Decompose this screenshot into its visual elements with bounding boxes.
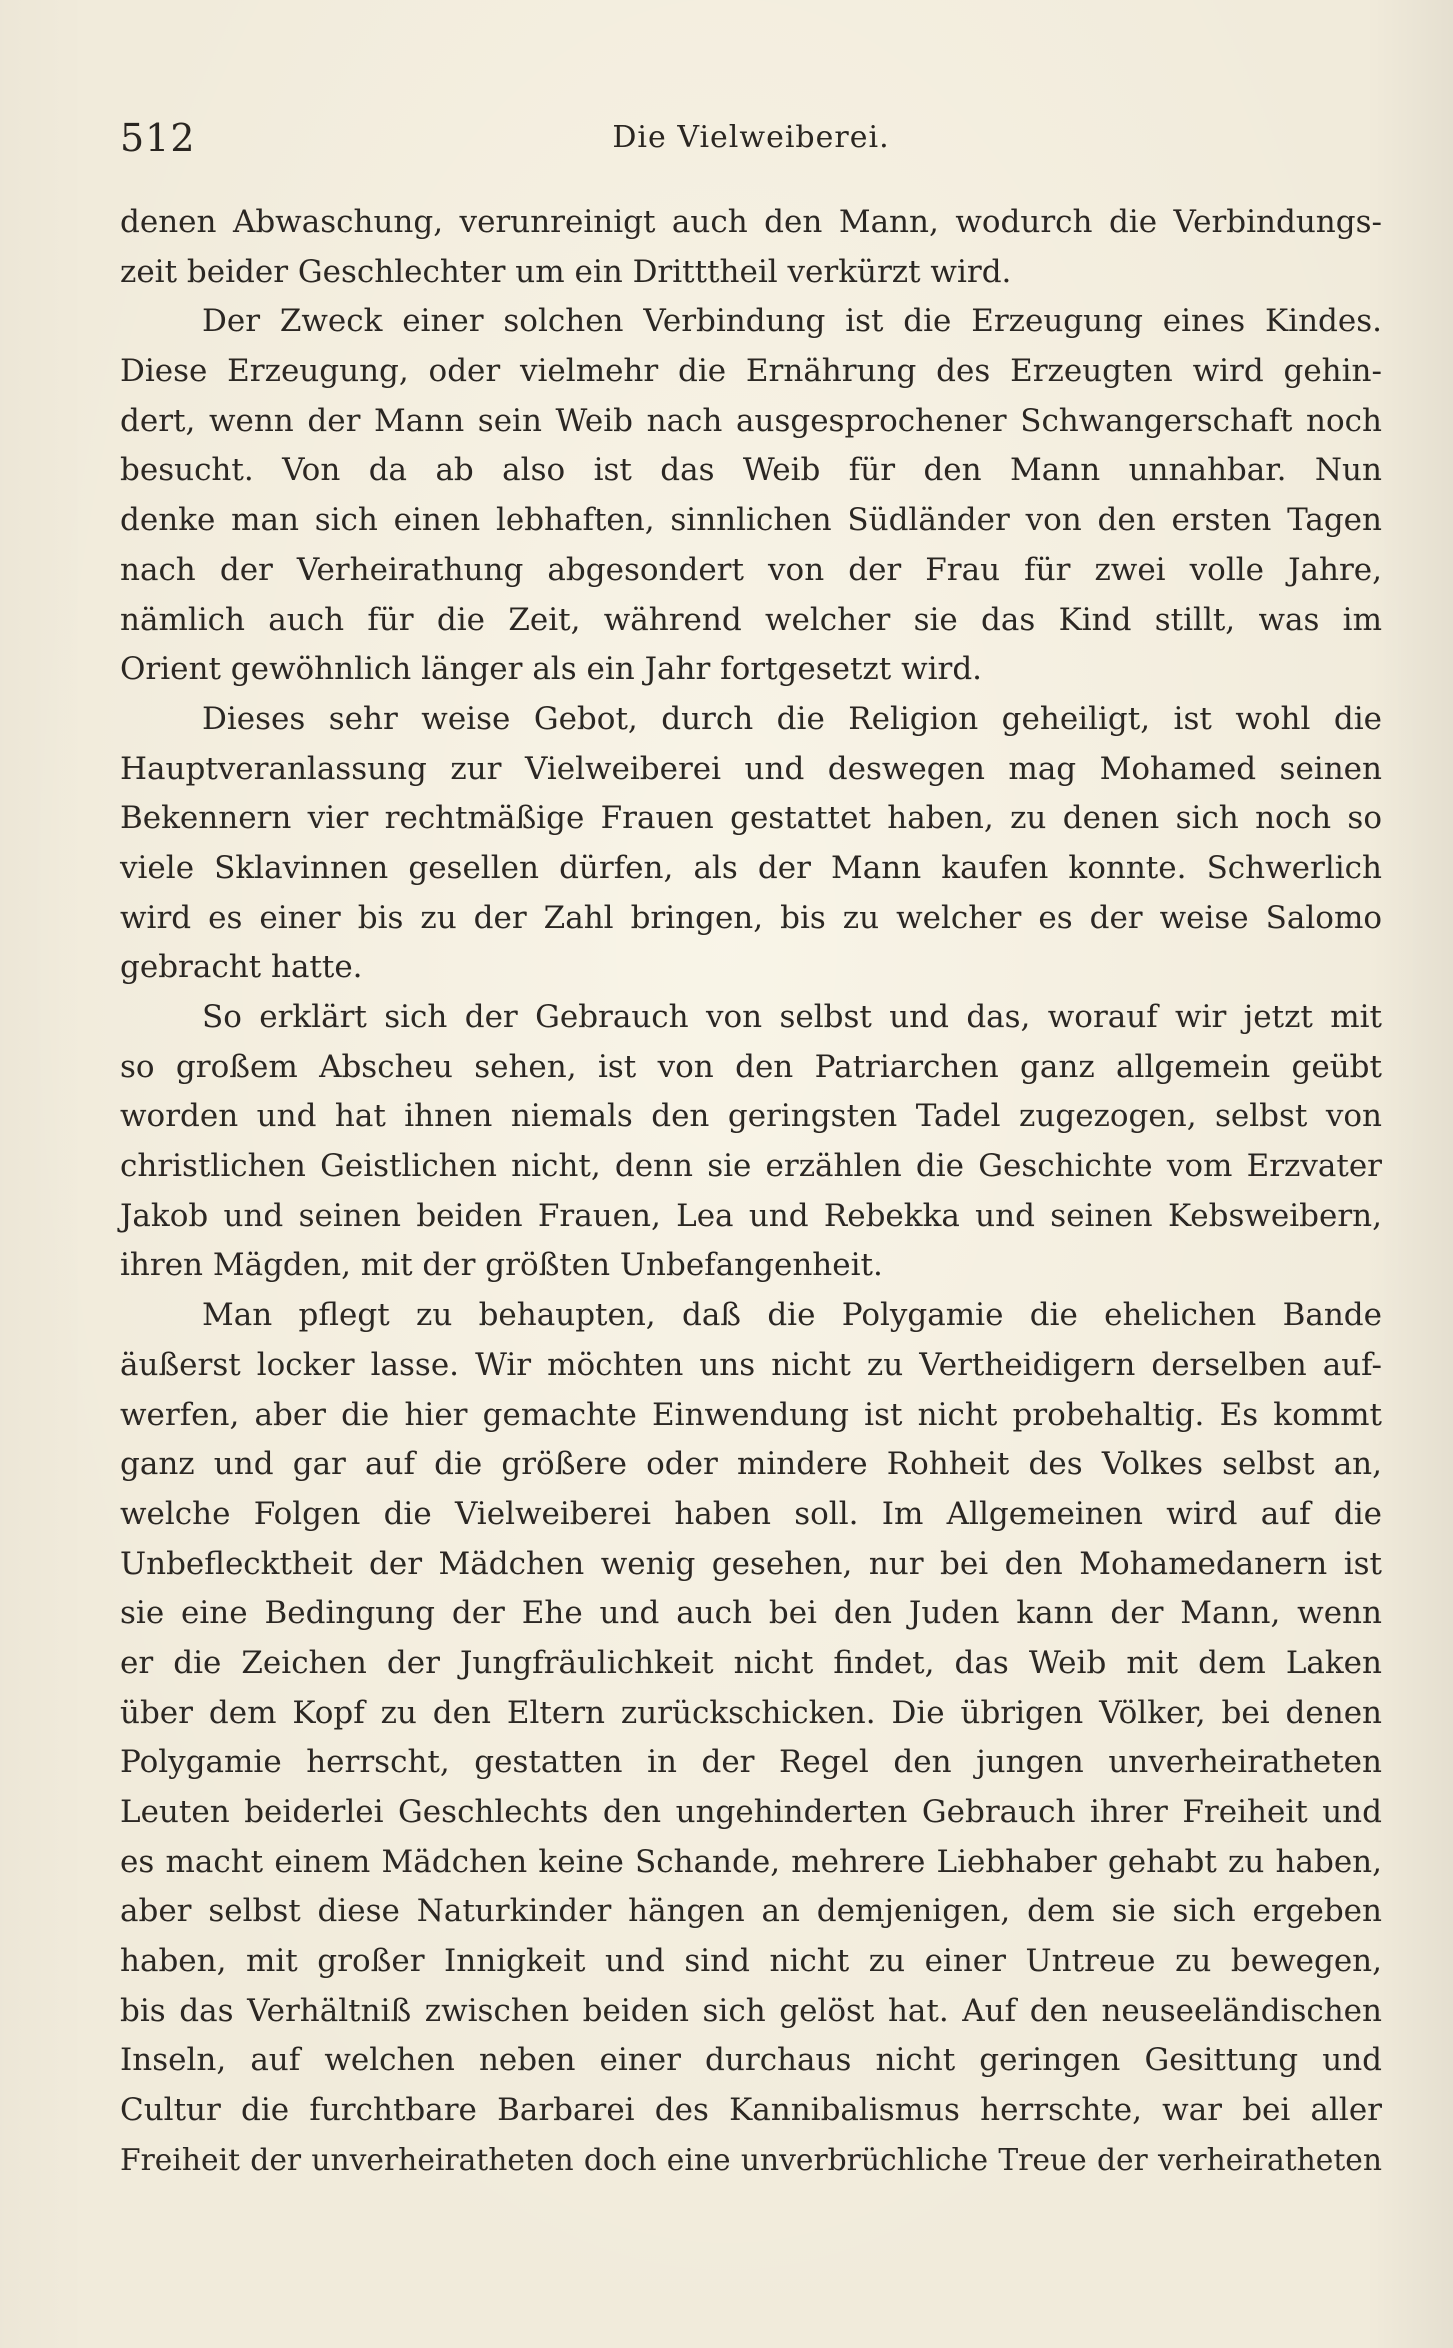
- text-line: denke man sich einen lebhaften, sinnlichen Südländer von den ersten Tagen: [120, 502, 1382, 539]
- text-line: so großem Abscheu sehen, ist von den Patriarchen ganz allgemein geübt: [120, 1048, 1382, 1085]
- text-line: Unbeflecktheit der Mädchen wenig gesehen, nur bei den Mohamedanern ist: [120, 1545, 1382, 1582]
- text-line: Diese Erzeugung, oder vielmehr die Ernährung des Erzeugten wird gehin-: [120, 353, 1382, 390]
- text-line: nämlich auch für die Zeit, während welcher sie das Kind stillt, was im: [120, 601, 1382, 638]
- text-line: viele Sklavinnen gesellen dürfen, als der Mann kaufen konnte. Schwerlich: [120, 849, 1382, 886]
- text-line: So erklärt sich der Gebrauch von selbst und das, worauf wir jetzt mit: [202, 999, 1382, 1035]
- text-line: christlichen Geistlichen nicht, denn sie erzählen die Geschichte vom Erzvater: [120, 1148, 1382, 1185]
- running-title: Die Vielweiberei.: [612, 120, 890, 155]
- text-line: dert, wenn der Mann sein Weib nach ausgesprochener Schwangerschaft noch: [120, 402, 1382, 439]
- text-line: Polygamie herrscht, gestatten in der Regel den jungen unverheiratheten: [120, 1744, 1382, 1781]
- text-line: worden und hat ihnen niemals den geringsten Tadel zugezogen, selbst von: [120, 1098, 1382, 1135]
- text-line: Dieses sehr weise Gebot, durch die Religion geheiligt, ist wohl die: [202, 700, 1382, 737]
- text-line: denen Abwaschung, verunreinigt auch den Mann, wodurch die Verbindungs-: [120, 204, 1382, 240]
- text-line: nach der Verheirathung abgesondert von der Frau für zwei volle Jahre,: [120, 551, 1382, 588]
- text-line: bis das Verhältniß zwischen beiden sich gelöst hat. Auf den neuseeländischen: [120, 1992, 1382, 2029]
- text-line: sie eine Bedingung der Ehe und auch bei den Juden kann der Mann, wenn: [120, 1595, 1382, 1632]
- text-line: über dem Kopf zu den Eltern zurückschicken. Die übrigen Völker, bei denen: [120, 1694, 1382, 1731]
- text-line: welche Folgen die Vielweiberei haben soll. Im Allgemeinen wird auf die: [120, 1495, 1382, 1532]
- text-line: werfen, aber die hier gemachte Einwendung ist nicht probehaltig. Es kommt: [120, 1396, 1382, 1433]
- page-number: 512: [120, 116, 196, 160]
- text-line: haben, mit großer Innigkeit und sind nicht zu einer Untreue zu bewegen,: [120, 1943, 1382, 1980]
- text-line: Leuten beiderlei Geschlechts den ungehinderten Gebrauch ihrer Freiheit und: [120, 1794, 1382, 1830]
- text-line: Freiheit der unverheiratheten doch eine unverbrüchliche Treue der verheiratheten: [120, 2142, 1382, 2178]
- page-header: [120, 112, 1382, 168]
- text-line: gebracht hatte.: [120, 949, 363, 986]
- text-line: aber selbst diese Naturkinder hängen an demjenigen, dem sie sich ergeben: [120, 1893, 1382, 1930]
- text-line: Jakob und seinen beiden Frauen, Lea und Rebekka und seinen Kebsweibern,: [120, 1197, 1382, 1234]
- text-line: Man pflegt zu behaupten, daß die Polygamie die ehelichen Bande: [202, 1297, 1382, 1334]
- text-line: Cultur die furchtbare Barbarei des Kannibalismus herrschte, war bei aller: [120, 2092, 1382, 2129]
- text-line: äußerst locker lasse. Wir möchten uns nicht zu Vertheidigern derselben auf-: [120, 1346, 1382, 1383]
- text-line: Der Zweck einer solchen Verbindung ist die Erzeugung eines Kindes.: [202, 303, 1382, 340]
- text-line: es macht einem Mädchen keine Schande, mehrere Liebhaber gehabt zu haben,: [120, 1843, 1382, 1880]
- text-line: ihren Mägden, mit der größten Unbefangenheit.: [120, 1247, 883, 1284]
- text-line: ganz und gar auf die größere oder mindere Rohheit des Volkes selbst an,: [120, 1446, 1382, 1483]
- text-line: Orient gewöhnlich länger als ein Jahr fortgesetzt wird.: [120, 651, 983, 688]
- text-line: Bekennern vier rechtmäßige Frauen gestattet haben, zu denen sich noch so: [120, 800, 1382, 837]
- text-line: Inseln, auf welchen neben einer durchaus nicht geringen Gesittung und: [120, 2042, 1382, 2079]
- text-line: zeit beider Geschlechter um ein Dritttheil verkürzt wird.: [120, 253, 1012, 290]
- text-line: er die Zeichen der Jungfräulichkeit nicht findet, das Weib mit dem Laken: [120, 1644, 1382, 1681]
- text-line: wird es einer bis zu der Zahl bringen, bis zu welcher es der weise Salomo: [120, 899, 1382, 936]
- body-text: [120, 198, 1382, 2186]
- text-line: Hauptveranlassung zur Vielweiberei und deswegen mag Mohamed seinen: [120, 750, 1382, 787]
- text-line: besucht. Von da ab also ist das Weib für den Mann unnahbar. Nun: [120, 452, 1382, 489]
